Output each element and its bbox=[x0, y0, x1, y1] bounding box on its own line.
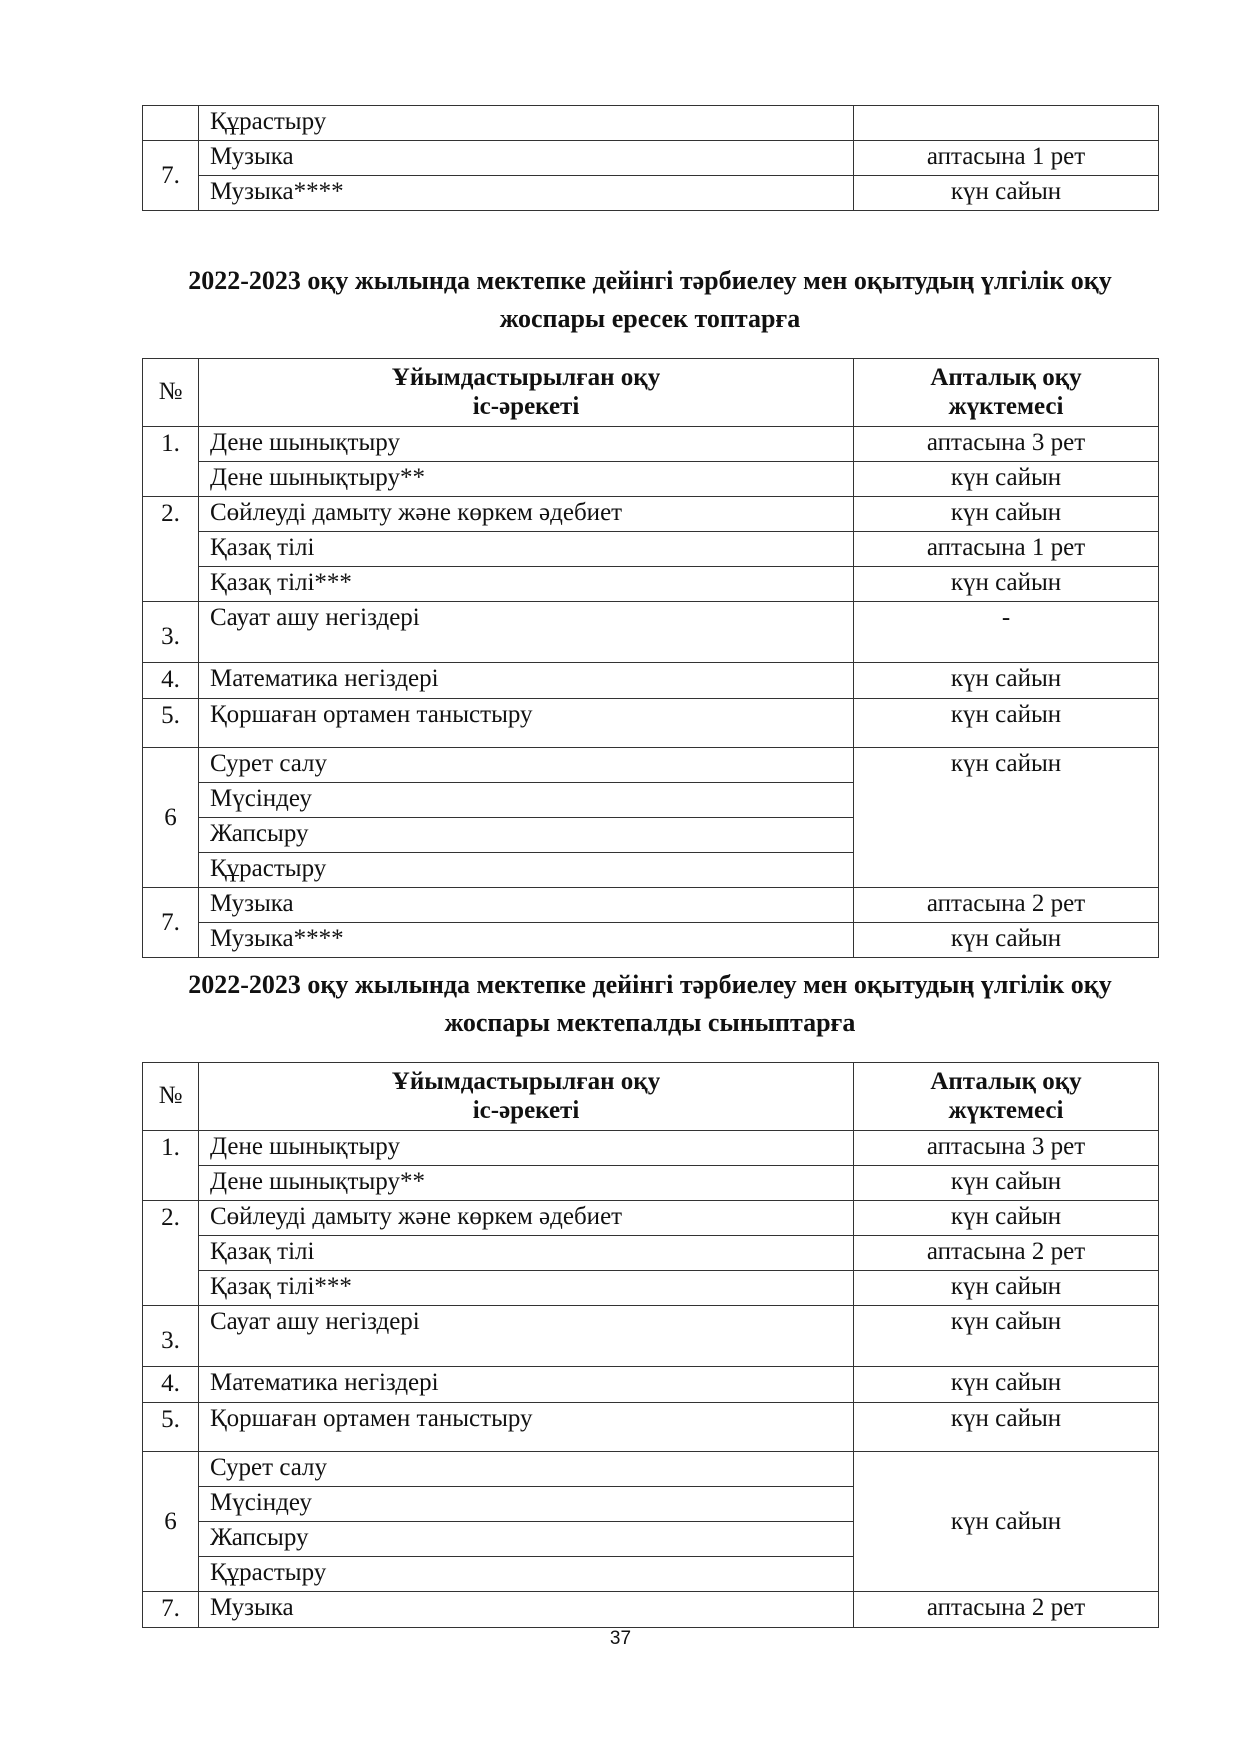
load-cell: күн сайын bbox=[854, 1306, 1159, 1367]
page-number: 37 bbox=[609, 1628, 632, 1649]
number-cell: 7. bbox=[143, 888, 199, 958]
section1-table bbox=[142, 358, 1159, 958]
activity-cell: Құрастыру bbox=[199, 853, 854, 888]
activity-cell: Қоршаған ортамен таныстыру bbox=[199, 699, 854, 748]
table-row bbox=[143, 176, 1159, 211]
number-cell: 3. bbox=[143, 1306, 199, 1367]
load-header-line2: жүктемесі bbox=[948, 392, 1064, 420]
load-cell: күн сайын bbox=[854, 176, 1159, 211]
load-cell: аптасына 1 рет bbox=[854, 532, 1159, 567]
table-header-row bbox=[143, 359, 1159, 427]
activity-cell: Сурет салу bbox=[199, 1452, 854, 1487]
table-row bbox=[143, 532, 1159, 567]
activity-cell: Қазақ тілі*** bbox=[199, 1271, 854, 1306]
number-cell: 3. bbox=[143, 602, 199, 663]
load-cell: аптасына 2 рет bbox=[854, 1592, 1159, 1628]
number-cell: 1. bbox=[143, 1131, 199, 1201]
activity-cell: Қазақ тілі bbox=[199, 532, 854, 567]
activity-cell: Дене шынықтыру bbox=[199, 1131, 854, 1166]
number-cell: 7. bbox=[143, 141, 199, 211]
load-cell: күн сайын bbox=[854, 923, 1159, 958]
activity-cell: Құрастыру bbox=[199, 106, 854, 141]
load-cell: аптасына 2 рет bbox=[854, 888, 1159, 923]
activity-cell: Қазақ тілі*** bbox=[199, 567, 854, 602]
load-cell: күн сайын bbox=[854, 1166, 1159, 1201]
activity-cell: Мүсіндеу bbox=[199, 783, 854, 818]
activity-cell: Музыка bbox=[199, 141, 854, 176]
load-header bbox=[854, 359, 1159, 427]
load-cell: күн сайын bbox=[854, 1201, 1159, 1236]
table-row bbox=[143, 1403, 1159, 1452]
activity-cell: Қоршаған ортамен таныстыру bbox=[199, 1403, 854, 1452]
load-header bbox=[854, 1063, 1159, 1131]
section1-heading bbox=[120, 262, 1180, 338]
table-row bbox=[143, 497, 1159, 532]
activity-cell: Музыка bbox=[199, 1592, 854, 1628]
number-header: № bbox=[143, 359, 199, 427]
number-header: № bbox=[143, 1063, 199, 1131]
table-row bbox=[143, 141, 1159, 176]
table-row bbox=[143, 427, 1159, 462]
number-cell: 7. bbox=[143, 1592, 199, 1628]
load-cell: күн сайын bbox=[854, 462, 1159, 497]
table-row bbox=[143, 888, 1159, 923]
section2-table bbox=[142, 1062, 1159, 1628]
activity-cell: Құрастыру bbox=[199, 1557, 854, 1592]
table-row bbox=[143, 1236, 1159, 1271]
table-row bbox=[143, 1452, 1159, 1487]
section2-heading-line1: 2022-2023 оқу жылында мектепке дейінгі тәрбиелеу мен оқытудың үлгілік оқу bbox=[188, 970, 1112, 999]
table-row bbox=[143, 748, 1159, 783]
table-row bbox=[143, 106, 1159, 141]
load-cell: күн сайын bbox=[854, 699, 1159, 748]
activity-cell: Жапсыру bbox=[199, 818, 854, 853]
activity-cell: Музыка**** bbox=[199, 923, 854, 958]
table-row bbox=[143, 923, 1159, 958]
load-cell: күн сайын bbox=[854, 1271, 1159, 1306]
table-row bbox=[143, 1367, 1159, 1403]
number-cell bbox=[143, 106, 199, 141]
load-cell: күн сайын bbox=[854, 748, 1159, 888]
table-row bbox=[143, 1131, 1159, 1166]
load-header-line2: жүктемесі bbox=[948, 1096, 1064, 1124]
activity-header-line1: Ұйымдастырылған оқу bbox=[391, 1067, 661, 1095]
activity-header bbox=[199, 1063, 854, 1131]
activity-cell: Сөйлеуді дамыту және көркем әдебиет bbox=[199, 497, 854, 532]
activity-cell: Математика негіздері bbox=[199, 663, 854, 699]
table-row bbox=[143, 1306, 1159, 1367]
load-cell: аптасына 1 рет bbox=[854, 141, 1159, 176]
section1-heading-line2: жоспары ересек топтарға bbox=[499, 304, 801, 333]
number-cell: 6 bbox=[143, 748, 199, 888]
activity-cell: Жапсыру bbox=[199, 1522, 854, 1557]
activity-header-line1: Ұйымдастырылған оқу bbox=[391, 363, 661, 391]
table-row bbox=[143, 1592, 1159, 1628]
table-row bbox=[143, 567, 1159, 602]
table-row bbox=[143, 602, 1159, 663]
section2-heading-line2: жоспары мектепалды сыныптарға bbox=[444, 1008, 856, 1037]
number-cell: 5. bbox=[143, 699, 199, 748]
number-cell: 1. bbox=[143, 427, 199, 497]
load-cell: күн сайын bbox=[854, 1452, 1159, 1592]
table-row bbox=[143, 1201, 1159, 1236]
load-cell: күн сайын bbox=[854, 1367, 1159, 1403]
activity-cell: Сөйлеуді дамыту және көркем әдебиет bbox=[199, 1201, 854, 1236]
table-header-row bbox=[143, 1063, 1159, 1131]
load-header-line1: Апталық оқу bbox=[930, 1067, 1082, 1095]
activity-cell: Дене шынықтыру bbox=[199, 427, 854, 462]
number-cell: 2. bbox=[143, 497, 199, 602]
activity-cell: Қазақ тілі bbox=[199, 1236, 854, 1271]
number-cell: 4. bbox=[143, 663, 199, 699]
activity-cell: Музыка bbox=[199, 888, 854, 923]
load-cell: аптасына 3 рет bbox=[854, 427, 1159, 462]
table-row bbox=[143, 1166, 1159, 1201]
load-cell: аптасына 2 рет bbox=[854, 1236, 1159, 1271]
number-cell: 5. bbox=[143, 1403, 199, 1452]
load-header-line1: Апталық оқу bbox=[930, 363, 1082, 391]
section1-heading-line1: 2022-2023 оқу жылында мектепке дейінгі тәрбиелеу мен оқытудың үлгілік оқу bbox=[188, 266, 1112, 295]
number-cell: 2. bbox=[143, 1201, 199, 1306]
load-cell: күн сайын bbox=[854, 1403, 1159, 1452]
load-cell: күн сайын bbox=[854, 497, 1159, 532]
number-cell: 4. bbox=[143, 1367, 199, 1403]
activity-cell: Сурет салу bbox=[199, 748, 854, 783]
number-cell: 6 bbox=[143, 1452, 199, 1592]
top-continuation-table bbox=[142, 105, 1159, 211]
table-row bbox=[143, 663, 1159, 699]
activity-header bbox=[199, 359, 854, 427]
activity-cell: Сауат ашу негіздері bbox=[199, 1306, 854, 1367]
load-cell: күн сайын bbox=[854, 663, 1159, 699]
load-cell: күн сайын bbox=[854, 567, 1159, 602]
activity-header-line2: іс-әрекеті bbox=[472, 1096, 580, 1124]
activity-cell: Сауат ашу негіздері bbox=[199, 602, 854, 663]
activity-cell: Дене шынықтыру** bbox=[199, 1166, 854, 1201]
load-cell: аптасына 3 рет bbox=[854, 1131, 1159, 1166]
table-row bbox=[143, 1271, 1159, 1306]
activity-cell: Математика негіздері bbox=[199, 1367, 854, 1403]
section2-heading bbox=[120, 966, 1180, 1042]
activity-cell: Мүсіндеу bbox=[199, 1487, 854, 1522]
load-cell bbox=[854, 106, 1159, 141]
table-row bbox=[143, 462, 1159, 497]
activity-cell: Дене шынықтыру** bbox=[199, 462, 854, 497]
activity-header-line2: іс-әрекеті bbox=[472, 392, 580, 420]
activity-cell: Музыка**** bbox=[199, 176, 854, 211]
load-cell: - bbox=[854, 602, 1159, 663]
table-row bbox=[143, 699, 1159, 748]
